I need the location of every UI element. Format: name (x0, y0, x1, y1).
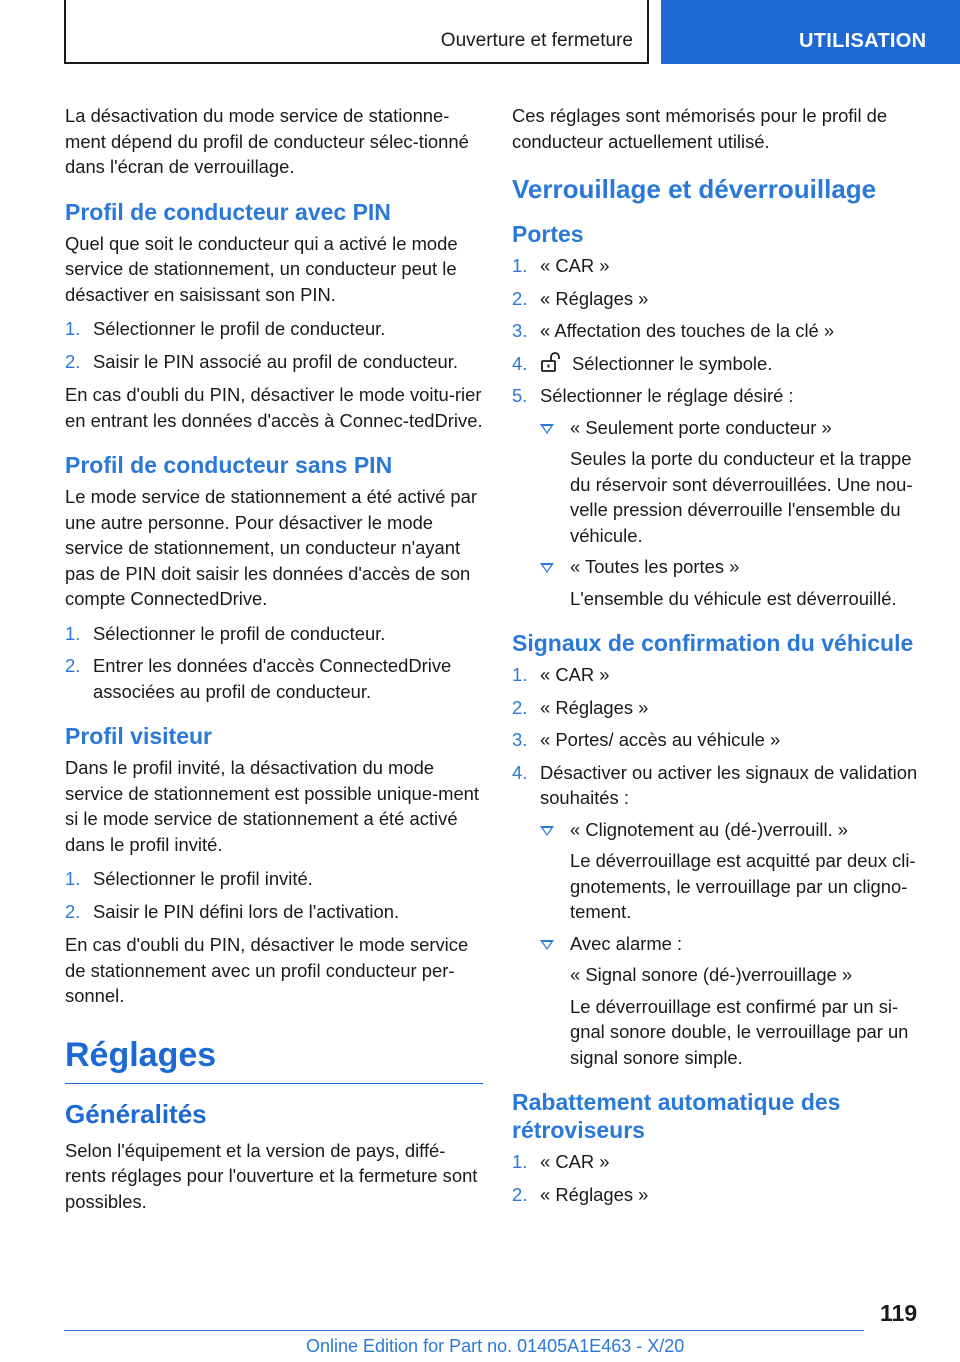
page-number: 119 (880, 1300, 918, 1326)
list-item: 2. « Réglages » (512, 287, 649, 309)
list-item: 2. Entrer les données d'accès ConnectedDrive associées au profil de conducteur. (65, 655, 452, 702)
settings-intro: Ces réglages sont mémorisés pour le profil de conducteur actuellement utilisé. (512, 105, 888, 152)
intro-paragraph: La désactivation du mode service de stationne-ment dépend du profil de conducteur sélec-tionné dans l'écran de verrouillage. (65, 105, 469, 177)
heading-settings: Réglages (65, 1035, 483, 1084)
general-text: Selon l'équipement et la version de pays, diffé-rents réglages pour l'ouverture et la fermeture sont possibles. (65, 1139, 478, 1212)
doors-options (540, 415, 932, 612)
list-item: 5. Sélectionner le réglage désiré : « Seulement porte conducteur » Seules la porte du conducteur et la trappe du réservoir sont déverrouillées. Une nou-velle pression déverrouille l'ensemble du véhicule. « Toutes les portes » L'ensemble du véhicule est déverrouillé. (512, 383, 932, 611)
heading-general: Généralités (65, 1098, 207, 1129)
list-item: 2. « Réglages » (512, 696, 649, 718)
triangle-bullet-icon (540, 563, 554, 573)
doors-steps (512, 253, 932, 611)
list-item: 1. « CAR » (512, 1151, 610, 1172)
guest-text: Dans le profil invité, la désactivation du mode service de stationnement est possible unique-ment si le mode service de stationnement a été activé dans le profil invité. (65, 757, 480, 855)
heading-signals: Signaux de confirmation du véhicule (512, 630, 914, 656)
unlock-icon (540, 352, 562, 372)
with-pin-steps (65, 316, 483, 374)
heading-guest: Profil visiteur (65, 723, 212, 749)
list-item: 1. Sélectionner le profil invité. (65, 868, 313, 889)
sub-item: Avec alarme : « Signal sonore (dé-)verrouillage » Le déverrouillage est confirmé par un si-gnal sonore double, le verrouillage par un signal sonore simple. (540, 931, 932, 1071)
list-item: 2. « Réglages » (512, 1183, 649, 1205)
chapter-tab (64, 0, 649, 64)
list-item: 4. Désactiver ou activer les signaux de validation souhaités : « Clignotement au (dé-)verrouill. » Le déverrouillage est acquitté par deux cli-gnotements, le verrouillage par un cligno-tement. Avec alarme : « Signal sonore (dé-)verrouillage » Le déverrouillage est confirmé par un si-gnal sonore double, le verrouillage par un signal sonore simple. (512, 760, 932, 1071)
with-pin-note: En cas d'oubli du PIN, désactiver le mode voitu-rier en entrant les données d'accès à Connec-tedDrive. (65, 384, 483, 431)
list-item: 1. « CAR » (512, 255, 610, 276)
triangle-bullet-icon (540, 940, 554, 950)
sub-item: « Seulement porte conducteur » Seules la porte du conducteur et la trappe du réservoir sont déverrouillées. Une nou-velle pression déverrouille l'ensemble du véhicule. (540, 415, 932, 549)
chapter-title: Ouverture et fermeture (440, 30, 633, 51)
list-item: 3. « Portes/ accès au véhicule » (512, 729, 781, 750)
list-item: 2. Saisir le PIN défini lors de l'activation. (65, 900, 400, 922)
with-pin-text: Quel que soit le conducteur qui a activé le mode service de stationnement, un conducteur peut le désactiver en saisissant son PIN. (65, 232, 458, 305)
triangle-bullet-icon (540, 826, 554, 836)
heading-without-pin: Profil de conducteur sans PIN (65, 452, 393, 478)
section-title: UTILISATION (799, 30, 927, 52)
list-item: 1. Sélectionner le profil de conducteur. (65, 318, 386, 339)
heading-mirrors: Rabattement automatique des rétroviseurs (512, 1089, 841, 1143)
without-pin-text: Le mode service de stationnement a été activé par une autre personne. Pour désactiver le mode service de stationnement, un conducteur n'ayant pas de PIN doit saisir les données d'accès de son compte ConnectedDrive. (65, 486, 477, 609)
section-tab (661, 0, 960, 64)
sub-item: « Toutes les portes » L'ensemble du véhicule est déverrouillé. (540, 554, 932, 611)
without-pin-steps (65, 621, 483, 705)
heading-with-pin: Profil de conducteur avec PIN (65, 198, 391, 225)
list-item: 1. Sélectionner le profil de conducteur. (65, 622, 386, 644)
list-item: 4. Sélectionner le symbole. (512, 352, 773, 374)
heading-doors: Portes (512, 221, 584, 247)
list-item: 1. « CAR » (512, 664, 610, 685)
edition-note: Online Edition for Part no. 01405A1E463 - X/20 (306, 1336, 685, 1356)
guest-note: En cas d'oubli du PIN, désactiver le mode service de stationnement avec un profil conducteur per-sonnel. (65, 934, 469, 1006)
triangle-bullet-icon (540, 424, 554, 434)
footer-divider (64, 1330, 864, 1331)
signals-steps (512, 662, 932, 1070)
guest-steps (65, 866, 483, 924)
list-item: 3. « Affectation des touches de la clé » (512, 320, 835, 341)
list-item: 2. Saisir le PIN associé au profil de conducteur. (65, 350, 458, 372)
signals-options (540, 817, 932, 1071)
left-column (65, 103, 483, 1223)
sub-item: « Clignotement au (dé-)verrouill. » Le déverrouillage est acquitté par deux cli-gnotements, le verrouillage par un cligno-tement. (540, 817, 932, 925)
heading-lock-unlock: Verrouillage et déverrouillage (512, 174, 877, 204)
right-column (512, 103, 932, 1215)
mirrors-steps (512, 1149, 932, 1207)
